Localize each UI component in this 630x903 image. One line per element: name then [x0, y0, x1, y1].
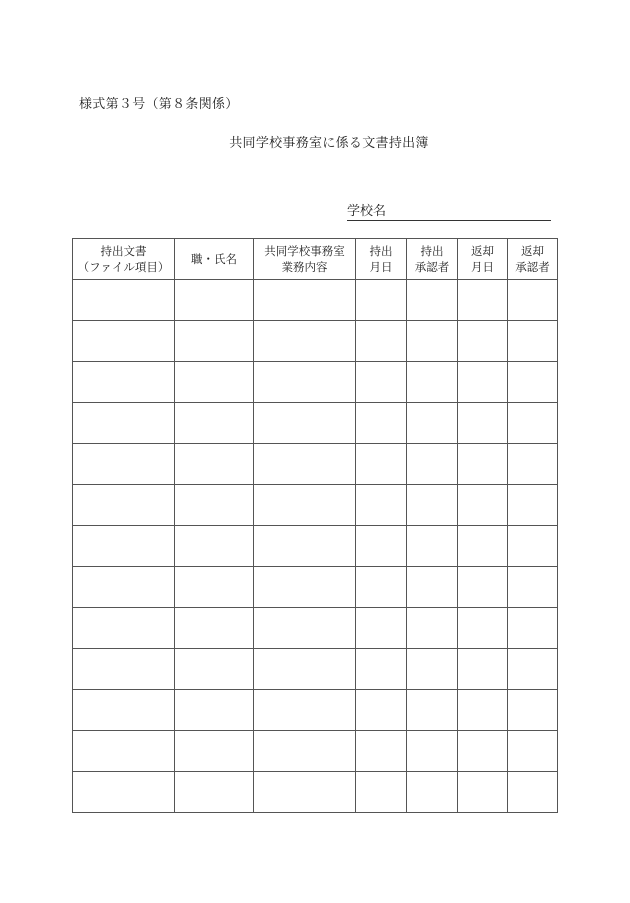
table-cell[interactable] — [407, 362, 458, 403]
table-cell[interactable] — [458, 485, 508, 526]
table-cell[interactable] — [407, 772, 458, 813]
header-line: 月日 — [471, 260, 494, 274]
table-cell[interactable] — [356, 362, 407, 403]
table-cell[interactable] — [73, 567, 175, 608]
form-number: 様式第３号（第８条関係） — [79, 97, 239, 112]
table-cell[interactable] — [254, 772, 356, 813]
table-cell[interactable] — [508, 485, 558, 526]
table-cell[interactable] — [175, 485, 254, 526]
table-cell[interactable] — [508, 690, 558, 731]
table-cell[interactable] — [175, 280, 254, 321]
table-row — [73, 608, 558, 649]
table-cell[interactable] — [73, 731, 175, 772]
table-cell[interactable] — [254, 403, 356, 444]
table-row — [73, 649, 558, 690]
table-cell[interactable] — [175, 649, 254, 690]
header-line: 月日 — [369, 260, 393, 274]
header-line: 返却 — [521, 244, 544, 258]
table-cell[interactable] — [407, 403, 458, 444]
school-name-label: 学校名 — [347, 204, 387, 219]
table-row — [73, 772, 558, 813]
table-cell[interactable] — [175, 731, 254, 772]
table-cell[interactable] — [356, 567, 407, 608]
table-body — [73, 280, 558, 813]
table-cell[interactable] — [175, 362, 254, 403]
table-cell[interactable] — [356, 649, 407, 690]
table-cell[interactable] — [458, 280, 508, 321]
table-cell[interactable] — [73, 403, 175, 444]
table-row — [73, 690, 558, 731]
table-cell[interactable] — [356, 321, 407, 362]
table-cell[interactable] — [508, 321, 558, 362]
table-cell[interactable] — [458, 362, 508, 403]
table-cell[interactable] — [508, 444, 558, 485]
table-row — [73, 485, 558, 526]
header-line: 持出 — [420, 244, 444, 258]
table-cell[interactable] — [254, 608, 356, 649]
table-cell[interactable] — [254, 649, 356, 690]
table-cell[interactable] — [175, 321, 254, 362]
document-title: 共同学校事務室に係る文書持出簿 — [229, 136, 429, 151]
header-line: 承認者 — [515, 260, 550, 274]
table-row — [73, 321, 558, 362]
table-cell[interactable] — [508, 362, 558, 403]
table-cell[interactable] — [73, 608, 175, 649]
document-checkout-table — [72, 238, 558, 813]
table-cell[interactable] — [254, 362, 356, 403]
table-cell[interactable] — [458, 403, 508, 444]
table-cell[interactable] — [254, 731, 356, 772]
table-cell[interactable] — [356, 731, 407, 772]
table-cell[interactable] — [508, 731, 558, 772]
table-cell[interactable] — [458, 321, 508, 362]
header-checkout-date — [356, 239, 407, 280]
header-work — [254, 239, 356, 280]
table-cell[interactable] — [458, 690, 508, 731]
table-cell[interactable] — [73, 362, 175, 403]
table-row — [73, 731, 558, 772]
table-cell[interactable] — [407, 444, 458, 485]
table-cell[interactable] — [175, 444, 254, 485]
table-cell[interactable] — [356, 772, 407, 813]
table-row — [73, 280, 558, 321]
table-cell[interactable] — [356, 526, 407, 567]
table-cell[interactable] — [254, 690, 356, 731]
table-cell[interactable] — [254, 526, 356, 567]
header-line: 返却 — [471, 244, 494, 258]
table-cell[interactable] — [73, 526, 175, 567]
table-cell[interactable] — [407, 649, 458, 690]
table-cell[interactable] — [458, 526, 508, 567]
table-cell[interactable] — [508, 608, 558, 649]
header-return-date — [458, 239, 508, 280]
header-line: 持出文書 — [100, 244, 147, 258]
table-cell[interactable] — [73, 280, 175, 321]
table-cell[interactable] — [356, 485, 407, 526]
table-cell[interactable] — [356, 690, 407, 731]
table-cell[interactable] — [175, 772, 254, 813]
table-cell[interactable] — [508, 649, 558, 690]
table-row — [73, 444, 558, 485]
table-cell[interactable] — [175, 567, 254, 608]
header-checkout-approver — [407, 239, 458, 280]
table-row — [73, 403, 558, 444]
table-cell[interactable] — [407, 280, 458, 321]
table-cell[interactable] — [73, 485, 175, 526]
table-cell[interactable] — [254, 485, 356, 526]
table-cell[interactable] — [458, 649, 508, 690]
table-cell[interactable] — [254, 280, 356, 321]
table-row — [73, 362, 558, 403]
table-row — [73, 567, 558, 608]
header-line: 共同学校事務室 — [264, 244, 345, 258]
table-cell[interactable] — [356, 444, 407, 485]
header-return-approver — [508, 239, 558, 280]
table-cell[interactable] — [254, 444, 356, 485]
header-name — [175, 239, 254, 280]
table-cell[interactable] — [175, 690, 254, 731]
table-cell[interactable] — [356, 403, 407, 444]
header-line: （ファイル項目） — [77, 260, 170, 274]
header-line: 承認者 — [414, 260, 450, 274]
table-cell[interactable] — [508, 772, 558, 813]
table-cell[interactable] — [175, 608, 254, 649]
table-cell[interactable] — [175, 526, 254, 567]
table-cell[interactable] — [73, 690, 175, 731]
table-cell[interactable] — [73, 772, 175, 813]
table-cell[interactable] — [407, 567, 458, 608]
header-line: 業務内容 — [281, 260, 328, 274]
table-cell[interactable] — [458, 731, 508, 772]
table-cell[interactable] — [356, 608, 407, 649]
table-cell[interactable] — [254, 321, 356, 362]
table-cell[interactable] — [407, 321, 458, 362]
table-cell[interactable] — [73, 321, 175, 362]
table-cell[interactable] — [175, 403, 254, 444]
table-cell[interactable] — [508, 280, 558, 321]
table-cell[interactable] — [73, 444, 175, 485]
table-header-row — [73, 239, 558, 280]
table-cell[interactable] — [508, 567, 558, 608]
table-cell[interactable] — [254, 567, 356, 608]
table-cell[interactable] — [508, 403, 558, 444]
school-name-field[interactable] — [347, 204, 551, 221]
table-cell[interactable] — [407, 526, 458, 567]
table-cell[interactable] — [458, 772, 508, 813]
header-document — [73, 239, 175, 280]
table-cell[interactable] — [458, 444, 508, 485]
table-cell[interactable] — [73, 649, 175, 690]
table-cell[interactable] — [407, 690, 458, 731]
table-cell[interactable] — [508, 526, 558, 567]
table-cell[interactable] — [458, 608, 508, 649]
header-line: 持出 — [369, 244, 393, 258]
table-cell[interactable] — [407, 731, 458, 772]
table-cell[interactable] — [458, 567, 508, 608]
table-cell[interactable] — [407, 608, 458, 649]
table-cell[interactable] — [356, 280, 407, 321]
table-row — [73, 526, 558, 567]
header-line: 職・氏名 — [191, 252, 237, 266]
table-cell[interactable] — [407, 485, 458, 526]
